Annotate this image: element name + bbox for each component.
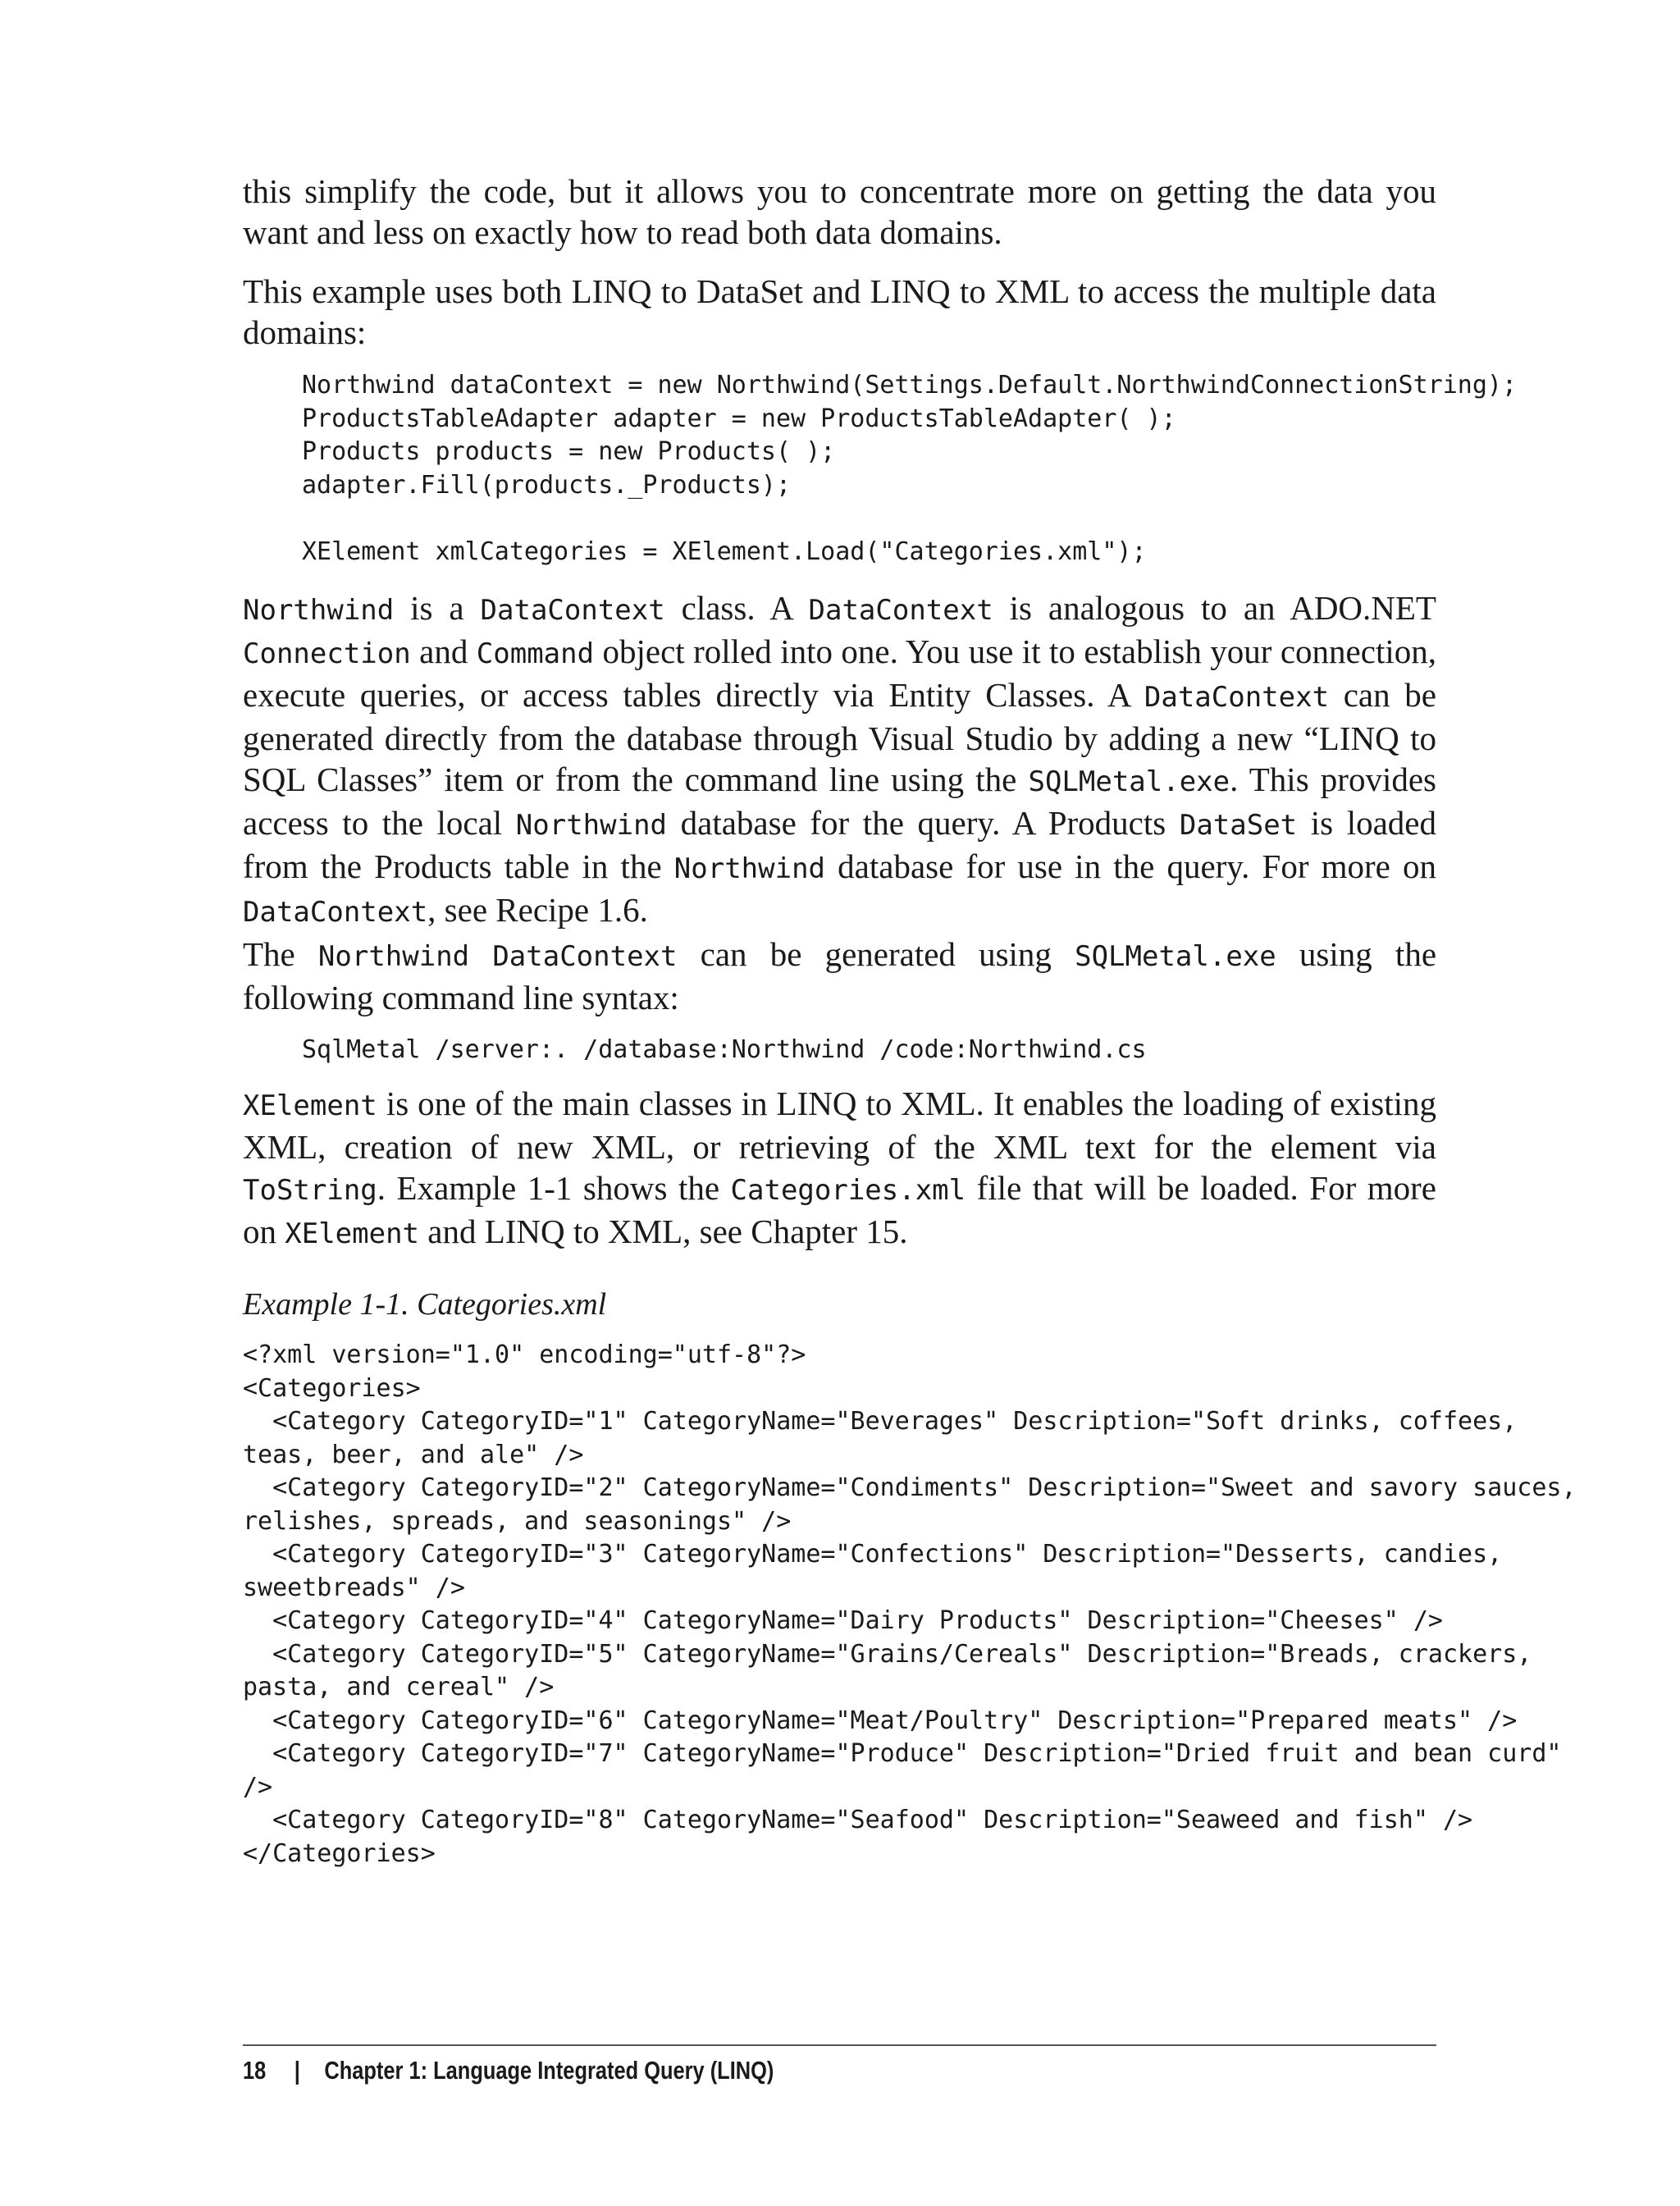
paragraph-example-intro	[243, 271, 1436, 353]
paragraph-text: The	[243, 935, 318, 973]
code-listing-sqlmetal	[302, 1034, 1436, 1067]
paragraph-text: can be generated using	[677, 935, 1075, 973]
code-listing-categories-xml	[243, 1339, 1577, 1870]
page-footer	[243, 2054, 774, 2087]
inline-code: SQLMetal.exe	[1075, 940, 1276, 973]
inline-code: Command	[476, 637, 595, 670]
footer-separator: |	[294, 2056, 300, 2085]
paragraph-sqlmetal	[243, 934, 1436, 1018]
paragraph-intro	[243, 171, 1436, 253]
paragraph-text: object rolled into one. You use it to establish your connection, execute queries, or access tables directly via Entity Classes. A	[243, 633, 1436, 714]
footer-divider	[243, 2044, 1436, 2046]
paragraph-text: is loaded from the Products table in the	[243, 804, 1436, 885]
inline-code: DataContext	[1144, 681, 1330, 714]
paragraph-northwind	[243, 587, 1436, 933]
paragraph-text: is one of the main classes in LINQ to XML. It enables the loading of existing XML, creation of new XML, or retrieving of the XML text for the element via	[243, 1085, 1436, 1166]
inline-code: Northwind	[673, 852, 826, 885]
paragraph-text: using the following command line syntax:	[243, 935, 1437, 1016]
paragraph-text: is analogous to an ADO.NET	[993, 589, 1436, 627]
inline-code: XElement	[243, 1089, 377, 1122]
paragraph-text	[469, 935, 492, 973]
page-number: 18	[243, 2056, 267, 2085]
paragraph-text: class. A	[664, 589, 809, 627]
code-block: SqlMetal /server:. /database:Northwind /code:Northwind.cs	[302, 1035, 1147, 1064]
inline-code: XElement	[285, 1217, 420, 1250]
paragraph-text: database for use in the query. For more on	[825, 847, 1437, 885]
paragraph-text: This example uses both LINQ to DataSet and LINQ to XML to access the multiple data domains:	[243, 272, 1436, 351]
paragraph-xelement	[243, 1083, 1436, 1254]
inline-code: Categories.xml	[730, 1174, 966, 1207]
paragraph-text: and LINQ to XML, see Chapter 15.	[419, 1213, 908, 1250]
paragraph-text: is a	[394, 589, 481, 627]
inline-code: SQLMetal.exe	[1028, 765, 1230, 798]
paragraph-text: this simplify the code, but it allows you to concentrate more on getting the data you want and less on exactly how to read both data domains.	[243, 172, 1436, 251]
paragraph-text: database for the query. A Products	[667, 804, 1180, 842]
inline-code: DataContext	[480, 594, 665, 627]
inline-code: ToString	[243, 1174, 377, 1207]
code-listing-setup	[302, 369, 1518, 569]
code-block: Northwind dataContext = new Northwind(Settings.Default.NorthwindConnectionString); ProductsTableAdapter adapter = new ProductsTableAdapter( ); Products products = new Products( ); adapter.Fill(products._Products); XElement xmlCategories = XElement.Load("Categories.xml");	[302, 371, 1518, 566]
caption-text: Example 1-1. Categories.xml	[243, 1287, 607, 1322]
inline-code: DataContext	[808, 594, 993, 627]
running-chapter-title: Chapter 1: Language Integrated Query (LINQ)	[324, 2056, 774, 2085]
inline-code: Northwind	[317, 940, 470, 973]
paragraph-text: can be generated directly from the database through Visual Studio by adding a new “LINQ to SQL Classes” item or from the command line using the	[243, 676, 1436, 798]
inline-code: DataSet	[1179, 809, 1298, 842]
paragraph-text: and	[410, 633, 477, 670]
inline-code: DataContext	[243, 896, 428, 929]
inline-code: Connection	[243, 637, 411, 670]
inline-code: Northwind	[243, 594, 395, 627]
paragraph-text: . Example 1-1 shows the	[377, 1169, 731, 1207]
paragraph-text: file that will be loaded. For more on	[243, 1169, 1437, 1250]
inline-code: Northwind	[515, 809, 668, 842]
paragraph-text: . This provides access to the local	[243, 760, 1436, 842]
code-block: <?xml version="1.0" encoding="utf-8"?> <Categories> <Category CategoryID="1" CategoryName="Beverages" Description="Soft drinks, coffees, teas, beer, and ale" /> <Category CategoryID="2" CategoryName="Condiments" Description="Sweet and savory sauces, relishes, spreads, and seasonings" /> <Category CategoryID="3" CategoryName="Confections" Description="Desserts, candies, sweetbreads" /> <Category CategoryID="4" CategoryName="Dairy Products" Description="Cheeses" /> <Category CategoryID="5" CategoryName="Grains/Cereals" Description="Breads, crackers, pasta, and cereal" /> <Category CategoryID="6" CategoryName="Meat/Poultry" Description="Prepared meats" /> <Category CategoryID="7" CategoryName="Produce" Description="Dried fruit and bean curd" /> <Category CategoryID="8" CategoryName="Seafood" Description="Seaweed and fish" /> </Categories>	[243, 1340, 1577, 1868]
paragraph-text: , see Recipe 1.6.	[427, 891, 648, 929]
inline-code: DataContext	[492, 940, 678, 973]
example-caption	[243, 1286, 1436, 1323]
